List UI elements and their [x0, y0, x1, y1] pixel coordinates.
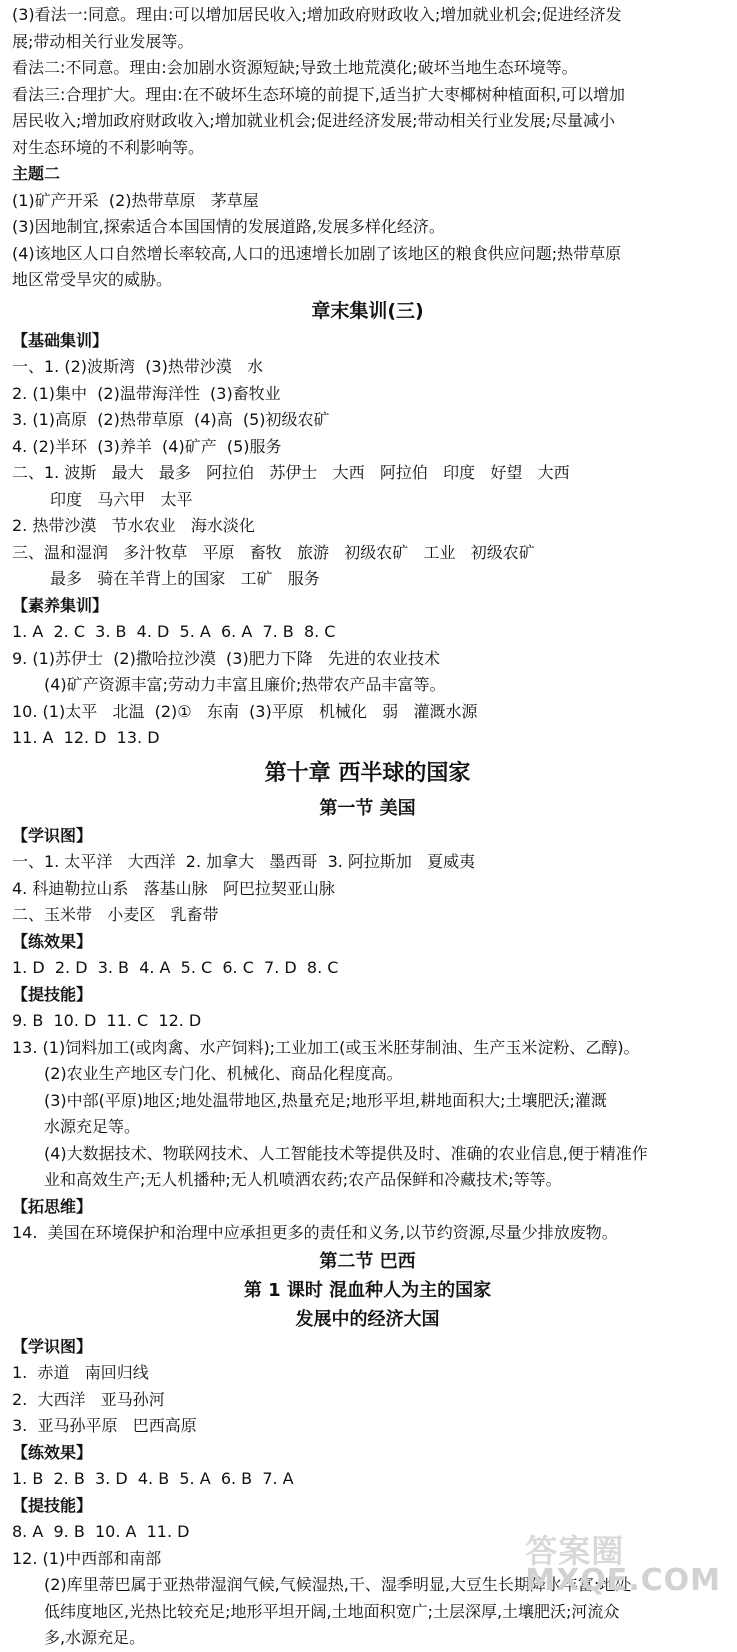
- quality-heading: 【素养集训】: [12, 595, 109, 615]
- lesson-title: 第 1 课时 混血种人为主的国家: [243, 1279, 492, 1301]
- watermark-cn: 答案圈: [525, 1531, 625, 1570]
- text-line: 印度 马六甲 太平: [50, 489, 193, 509]
- text-line: 最多 骑在羊背上的国家 工矿 服务: [50, 569, 320, 588]
- text-line: (2)农业生产地区专门化、机械化、商品化程度高。: [44, 1064, 403, 1083]
- practice-heading: 【练效果】: [12, 1442, 93, 1462]
- block-topic1-q3: [12, 2, 723, 161]
- text-line: (4)该地区人口自然增长率较高,人口的迅速增长加剧了该地区的粮食供应问题;热带草原: [12, 243, 622, 263]
- text-line: (2)库里蒂巴属于亚热带湿润气候,气候湿热,干、湿季明显,大豆生长期降水丰富;地处: [44, 1575, 632, 1594]
- text-line: 多,水源充足。: [44, 1628, 146, 1647]
- skill-heading: 【提技能】: [12, 1495, 93, 1515]
- text-line: 1. A 2. C 3. B 4. D 5. A 6. A 7. B 8. C: [12, 622, 336, 641]
- text-line: 一、1. (2)波斯湾 (3)热带沙漠 水: [12, 357, 264, 376]
- text-line: 二、玉米带 小麦区 乳畜带: [12, 905, 219, 924]
- think-heading: 【拓思维】: [12, 1196, 93, 1216]
- text-line: 业和高效生产;无人机播种;无人机喷洒农药;农产品保鲜和冷藏技术;等等。: [44, 1170, 562, 1189]
- text-line: (4)矿产资源丰富;劳动力丰富且廉价;热带农产品丰富等。: [44, 675, 446, 694]
- text-line: (3)中部(平原)地区;地处温带地区,热量充足;地形平坦,耕地面积大;土壤肥沃;灌溉: [44, 1090, 607, 1110]
- text-line: 3. (1)高原 (2)热带草原 (4)高 (5)初级农矿: [12, 410, 330, 429]
- topic2-heading: 主题二: [12, 164, 61, 183]
- text-line: 2. (1)集中 (2)温带海洋性 (3)畜牧业: [12, 383, 281, 403]
- text-line: 三、温和湿润 多汁牧草 平原 畜牧 旅游 初级农矿 工业 初级农矿: [12, 542, 535, 562]
- text-line: 4. 科迪勒拉山系 落基山脉 阿巴拉契亚山脉: [12, 878, 335, 898]
- text-line: 低纬度地区,光热比较充足;地形平坦开阔,土地面积宽广;土层深厚,土壤肥沃;河流众: [44, 1601, 620, 1621]
- block-review3: [12, 294, 723, 752]
- practice-heading: 【练效果】: [12, 931, 93, 951]
- text-line: 展;带动相关行业发展等。: [12, 31, 194, 51]
- text-line: 居民收入;增加政府财政收入;增加就业机会;促进经济发展;带动相关行业发展;尽量减小: [12, 111, 615, 130]
- basic-heading: 【基础集训】: [12, 330, 109, 350]
- text-line: 9. B 10. D 11. C 12. D: [12, 1011, 202, 1030]
- text-line: (4)大数据技术、物联网技术、人工智能技术等提供及时、准确的农业信息,便于精准作: [44, 1143, 648, 1163]
- map-heading: 【学识图】: [12, 825, 93, 845]
- text-line: 8. A 9. B 10. A 11. D: [12, 1522, 190, 1541]
- text-line: 14. 美国在环境保护和治理中应承担更多的责任和义务,以节约资源,尽量少排放废物。: [12, 1223, 618, 1242]
- text-line: 4. (2)半环 (3)养羊 (4)矿产 (5)服务: [12, 436, 282, 456]
- text-line: 看法二:不同意。理由:会加剧水资源短缺;导致土地荒漠化;破坏当地生态环境等。: [12, 58, 578, 77]
- text-line: 地区常受旱灾的威胁。: [12, 270, 173, 289]
- text-line: 11. A 12. D 13. D: [12, 728, 160, 747]
- text-line: (1)矿产开采 (2)热带草原 茅草屋: [12, 190, 259, 210]
- text-line: (3)看法一:同意。理由:可以增加居民收入;增加政府财政收入;增加就业机会;促进经济发: [12, 5, 622, 24]
- text-line: 2. 热带沙漠 节水农业 海水淡化: [12, 516, 255, 535]
- text-line: 3. 亚马孙平原 巴西高原: [12, 1416, 197, 1435]
- watermark-en: MXQE.COM: [525, 1562, 721, 1598]
- text-line: 1. 赤道 南回归线: [12, 1363, 149, 1382]
- lesson-subtitle: 发展中的经济大国: [295, 1308, 440, 1330]
- text-line: (3)因地制宜,探索适合本国国情的发展道路,发展多样化经济。: [12, 217, 445, 236]
- text-line: 一、1. 太平洋 大西洋 2. 加拿大 墨西哥 3. 阿拉斯加 夏威夷: [12, 852, 476, 871]
- watermark-logo: [525, 1531, 721, 1598]
- text-line: 1. B 2. B 3. D 4. B 5. A 6. B 7. A: [12, 1469, 294, 1488]
- text-line: 对生态环境的不利影响等。: [12, 137, 205, 157]
- review3-title: 章末集训(三): [311, 299, 424, 322]
- text-line: 水源充足等。: [44, 1117, 141, 1136]
- text-line: 2. 大西洋 亚马孙河: [12, 1389, 165, 1409]
- text-line: 12. (1)中西部和南部: [12, 1548, 162, 1568]
- text-line: 看法三:合理扩大。理由:在不破坏生态环境的前提下,适当扩大枣椰树种植面积,可以增加: [12, 84, 625, 104]
- chapter10-title: 第十章 西半球的国家: [264, 760, 471, 786]
- map-heading: 【学识图】: [12, 1336, 93, 1356]
- block-topic2: [12, 161, 723, 294]
- text-line: 13. (1)饲料加工(或肉禽、水产饲料);工业加工(或玉米胚芽制油、生产玉米淀粉、乙醇)。: [12, 1037, 640, 1057]
- text-line: 10. (1)太平 北温 (2)① 东南 (3)平原 机械化 弱 灌溉水源: [12, 701, 478, 721]
- skill-heading: 【提技能】: [12, 984, 93, 1004]
- text-line: 1. D 2. D 3. B 4. A 5. C 6. C 7. D 8. C: [12, 958, 339, 977]
- block-chapter10: [12, 754, 723, 1652]
- section2-title: 第二节 巴西: [319, 1250, 416, 1272]
- text-line: 二、1. 波斯 最大 最多 阿拉伯 苏伊士 大西 阿拉伯 印度 好望 大西: [12, 463, 570, 482]
- section1-title: 第一节 美国: [319, 797, 416, 819]
- text-line: 9. (1)苏伊士 (2)撒哈拉沙漠 (3)肥力下降 先进的农业技术: [12, 648, 440, 668]
